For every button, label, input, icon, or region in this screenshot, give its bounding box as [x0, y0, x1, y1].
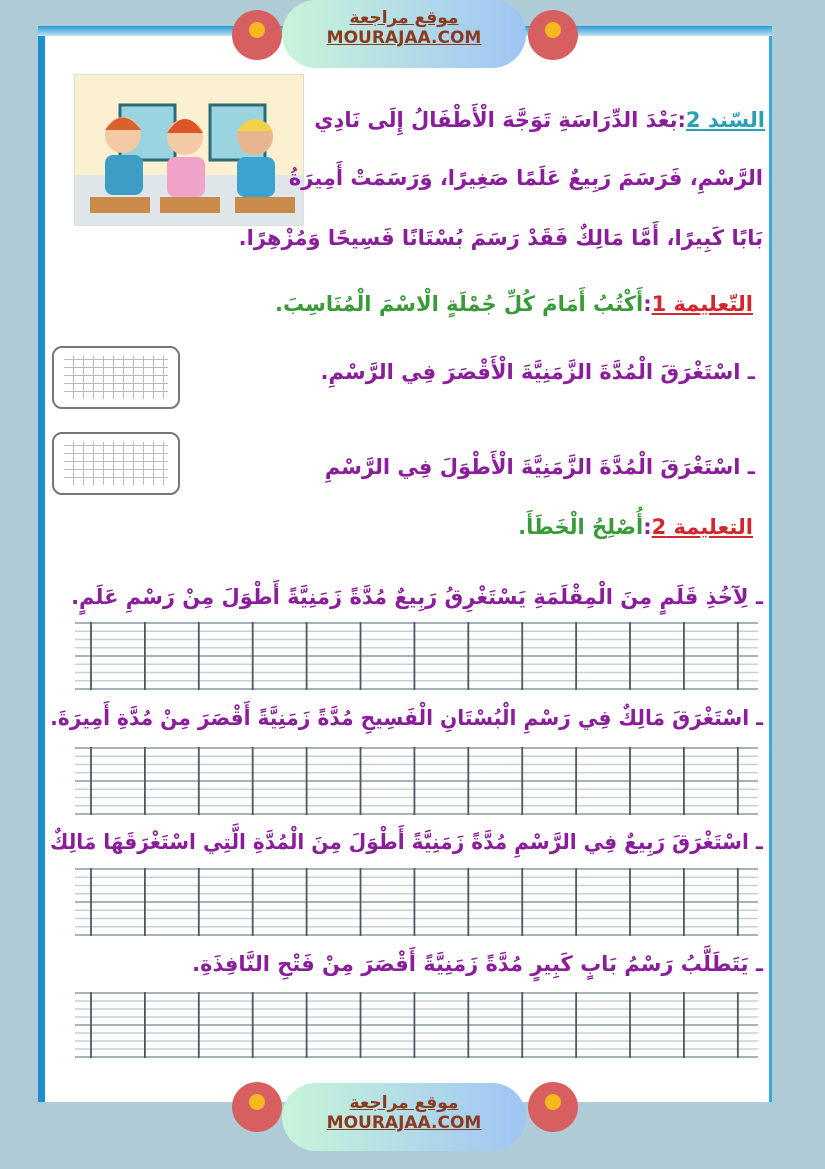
logo-arabic: موقع مراجعة: [349, 8, 459, 28]
site-badge-icon: [232, 10, 282, 60]
site-badge-icon: [232, 1082, 282, 1132]
instruction-1-text: أَكْتُبُ أَمَامَ كُلِّ جُمْلَةٍ الْاسْمَ الْمُنَاسِبَ.: [275, 292, 644, 316]
instruction-1-item: ـ اسْتَغْرَقَ الْمُدَّةَ الزَّمَنِيَّةَ الْأَطْوَلَ فِي الرَّسْمِ: [324, 455, 755, 479]
logo-latin: MOURAJAA.COM: [326, 1113, 482, 1133]
site-logo[interactable]: [282, 1083, 526, 1151]
site-logo[interactable]: [282, 0, 526, 68]
classroom-illustration: [74, 74, 304, 226]
logo-latin: MOURAJAA.COM: [326, 28, 482, 48]
text-line: السّند 2:بَعْدَ الدِّرَاسَةِ تَوَجَّهَ الْأَطْفَالُ إِلَى نَادِي: [314, 108, 765, 132]
answer-box[interactable]: [52, 346, 180, 409]
correction-sentence: ـ اسْتَغْرَقَ رَبِيعٌ فِي الرَّسْمِ مُدَّةً زَمَنِيَّةً أَطْوَلَ مِنَ الْمُدَّةِ الَّتِي اسْتَغْرَقَهَا مَالِكٌ: [50, 830, 763, 854]
instruction-1-label: التّعليمة 1: [651, 292, 753, 316]
writing-lines[interactable]: [75, 622, 758, 690]
instruction-2-label: التعليمة 2: [651, 515, 753, 539]
site-badge-icon: [528, 1082, 578, 1132]
correction-sentence: ـ اسْتَغْرَقَ مَالِكٌ فِي رَسْمِ الْبُسْتَانِ الْفَسِيحِ مُدَّةً زَمَنِيَّةً أَقْصَرَ مِنْ مُدَّةِ أَمِيرَةَ.: [50, 706, 763, 730]
writing-lines[interactable]: [75, 747, 758, 815]
correction-sentence: ـ يَتَطَلَّبُ رَسْمُ بَابٍ كَبِيرٍ مُدَّةً زَمَنِيَّةً أَقْصَرَ مِنْ فَتْحِ النَّافِذَةِ.: [192, 952, 763, 976]
instruction-2-text: أُصْلِحُ الْخَطَأَ.: [518, 515, 644, 539]
site-badge-icon: [528, 10, 578, 60]
writing-lines[interactable]: [75, 992, 758, 1058]
instruction-1-item: ـ اسْتَغْرَقَ الْمُدَّةَ الزَّمَنِيَّةَ الْأَقْصَرَ فِي الرَّسْمِ.: [320, 360, 755, 384]
text-label: السّند 2: [685, 108, 765, 132]
text-line-3: بَابًا كَبِيرًا، أَمَّا مَالِكٌ فَقَدْ رَسَمَ بُسْتَانًا فَسِيحًا وَمُزْهِرًا.: [238, 226, 763, 250]
writing-lines[interactable]: [75, 868, 758, 936]
text-line-1: بَعْدَ الدِّرَاسَةِ تَوَجَّهَ الْأَطْفَالُ إِلَى نَادِي: [314, 108, 678, 132]
instruction-1: التّعليمة 1:أَكْتُبُ أَمَامَ كُلِّ جُمْلَةٍ الْاسْمَ الْمُنَاسِبَ.: [275, 292, 753, 316]
text-line-2: الرَّسْمِ، فَرَسَمَ رَبِيعٌ عَلَمًا صَغِيرًا، وَرَسَمَتْ أَمِيرَةُ: [288, 166, 763, 190]
logo-arabic: موقع مراجعة: [349, 1093, 459, 1113]
correction-sentence: ـ لِآخُذِ قَلَمٍ مِنَ الْمِقْلَمَةِ يَسْتَغْرِقُ رَبِيعٌ مُدَّةً زَمَنِيَّةً أَطْوَلَ مِنْ رَسْمِ عَلَمٍ.: [71, 585, 763, 609]
instruction-2: التعليمة 2:أُصْلِحُ الْخَطَأَ.: [518, 515, 753, 539]
answer-box[interactable]: [52, 432, 180, 495]
